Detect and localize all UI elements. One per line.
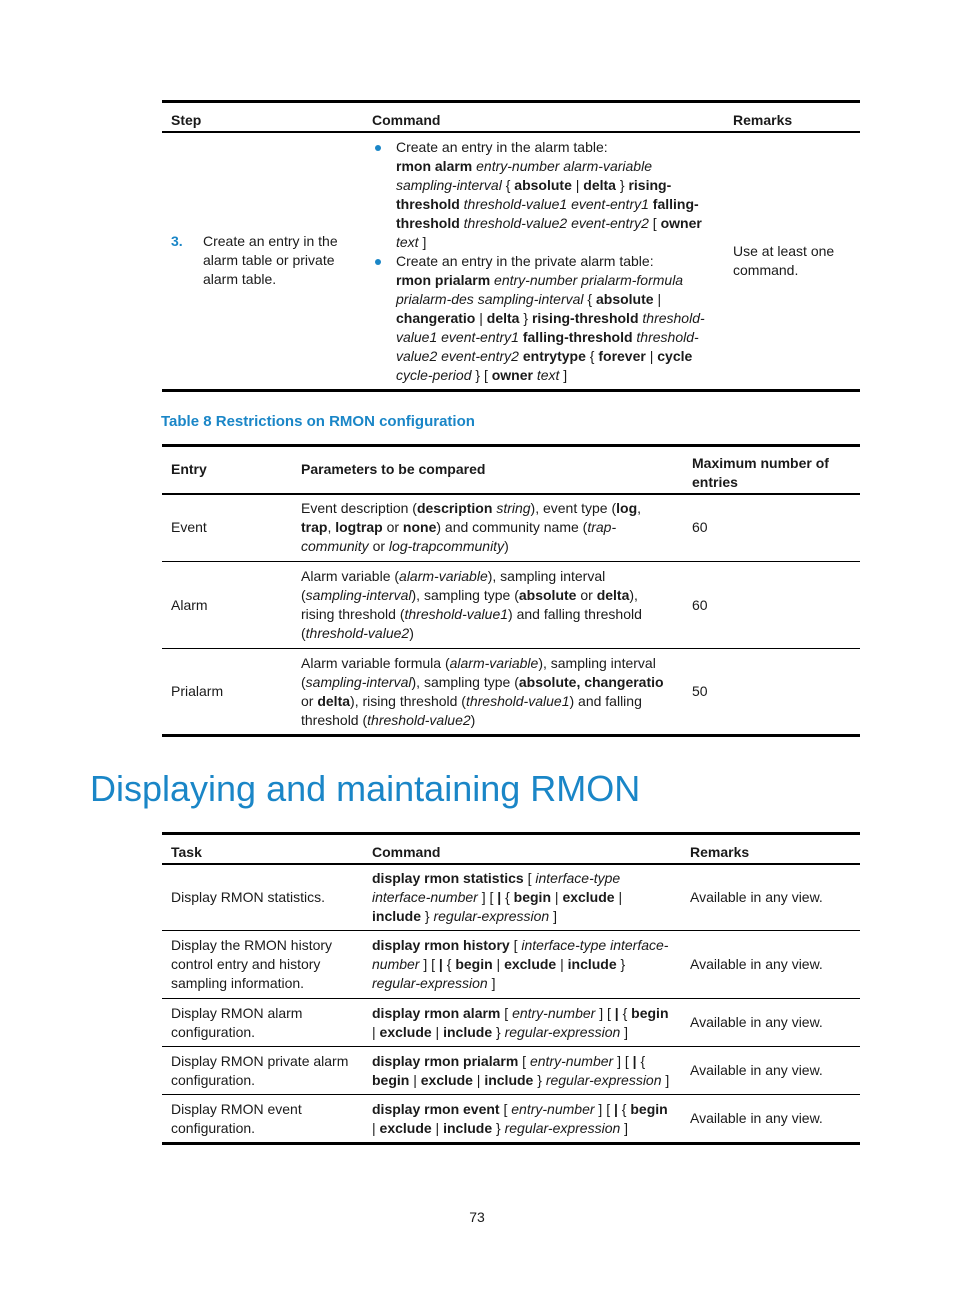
table-row-remarks: Available in any view. bbox=[690, 956, 823, 972]
alarm-entry-table bbox=[162, 100, 860, 392]
table-row-remarks: Available in any view. bbox=[690, 888, 823, 905]
header-max-entries: Maximum number of entries bbox=[692, 454, 829, 490]
table-row-task: Display RMON statistics. bbox=[171, 888, 326, 905]
header-entry: Entry bbox=[171, 460, 207, 477]
header-parameters: Parameters to be compared bbox=[301, 460, 486, 477]
display-commands-table bbox=[162, 832, 860, 1145]
section-title: Displaying and maintaining RMON bbox=[90, 768, 641, 809]
header-remarks: Remarks bbox=[733, 111, 793, 128]
table-row-max: 50 bbox=[692, 683, 708, 699]
command-cell bbox=[363, 132, 724, 391]
step-number: 3. bbox=[171, 233, 183, 249]
table-row-parameters: Event description (description string), event type (log, trap, logtrap or none) and community name (trap-community or log-trapcommunity) bbox=[301, 500, 642, 555]
table-row-command: display rmon history [ interface-type interface-number ] [ | { begin | exclude | include } regular-expression ] bbox=[372, 937, 669, 991]
header-remarks: Remarks bbox=[690, 843, 750, 860]
table-row-task: Display RMON private alarm configuration. bbox=[171, 1052, 349, 1088]
table-row-task: Display the RMON history control entry and history sampling information. bbox=[171, 937, 333, 991]
header-command: Command bbox=[372, 843, 441, 860]
table-row-remarks: Available in any view. bbox=[690, 1062, 823, 1078]
table-row-remarks: Available in any view. bbox=[690, 1110, 823, 1126]
table-row-parameters: Alarm variable (alarm-variable), sampling interval (sampling-interval), sampling type (absolute or delta), rising threshold (threshold-value1) and falling threshold (threshold-value2) bbox=[301, 568, 642, 641]
table-row-remarks: Available in any view. bbox=[690, 1014, 823, 1030]
page-number: 73 bbox=[469, 1209, 485, 1225]
restrictions-table bbox=[162, 444, 860, 737]
remarks-cell: Use at least one command. bbox=[733, 242, 835, 278]
table-row-task: Display RMON event configuration. bbox=[171, 1100, 302, 1136]
header-task: Task bbox=[171, 843, 202, 860]
step-text: Create an entry in the alarm table or private alarm table. bbox=[203, 233, 338, 287]
table-row-command: display rmon event [ entry-number ] [ | { begin | exclude | include } regular-expression ] bbox=[372, 1100, 668, 1136]
table-row-parameters: Alarm variable formula (alarm-variable), sampling interval (sampling-interval), sampling type (absolute, changeratio or delta), rising threshold (threshold-value1) and falling threshold (threshold-value2) bbox=[301, 654, 664, 728]
table-row-max: 60 bbox=[692, 596, 708, 613]
table-row-max: 60 bbox=[692, 519, 708, 536]
header-step: Step bbox=[171, 111, 202, 128]
table-row-command: display rmon prialarm [ entry-number ] [ | { begin | exclude | include } regular-expression ] bbox=[372, 1052, 670, 1088]
list-item: Create an entry in the alarm table: rmon alarm entry-number alarm-variable sampling-interval { absolute | delta } rising-threshold threshold-value1 event-entry1 falling-threshold threshold-value2 event-entry2 [ owner text ] bbox=[372, 138, 715, 252]
list-item: Create an entry in the private alarm table: rmon prialarm entry-number prialarm-formula prialarm-des sampling-interval { absolute | changeratio | delta } rising-threshold threshold-value1 event-entry1 falling-threshold threshold-value2 event-entry2 entrytype { forever | cycle cycle-period } [ owner text ] bbox=[372, 252, 715, 385]
table-row-entry: Alarm bbox=[171, 596, 208, 613]
step-cell bbox=[162, 132, 363, 391]
table-row-entry: Event bbox=[171, 519, 207, 536]
table-row-task: Display RMON alarm configuration. bbox=[171, 1004, 303, 1040]
header-command: Command bbox=[372, 111, 441, 128]
table-row-command: display rmon alarm [ entry-number ] [ | { begin | exclude | include } regular-expression ] bbox=[372, 1004, 669, 1040]
table-row-entry: Prialarm bbox=[171, 683, 224, 699]
table-caption: Table 8 Restrictions on RMON configuration bbox=[161, 413, 475, 430]
command-list bbox=[372, 138, 715, 385]
table-row-command: display rmon statistics [ interface-type interface-number ] [ | { begin | exclude | include } regular-expression ] bbox=[372, 869, 623, 924]
